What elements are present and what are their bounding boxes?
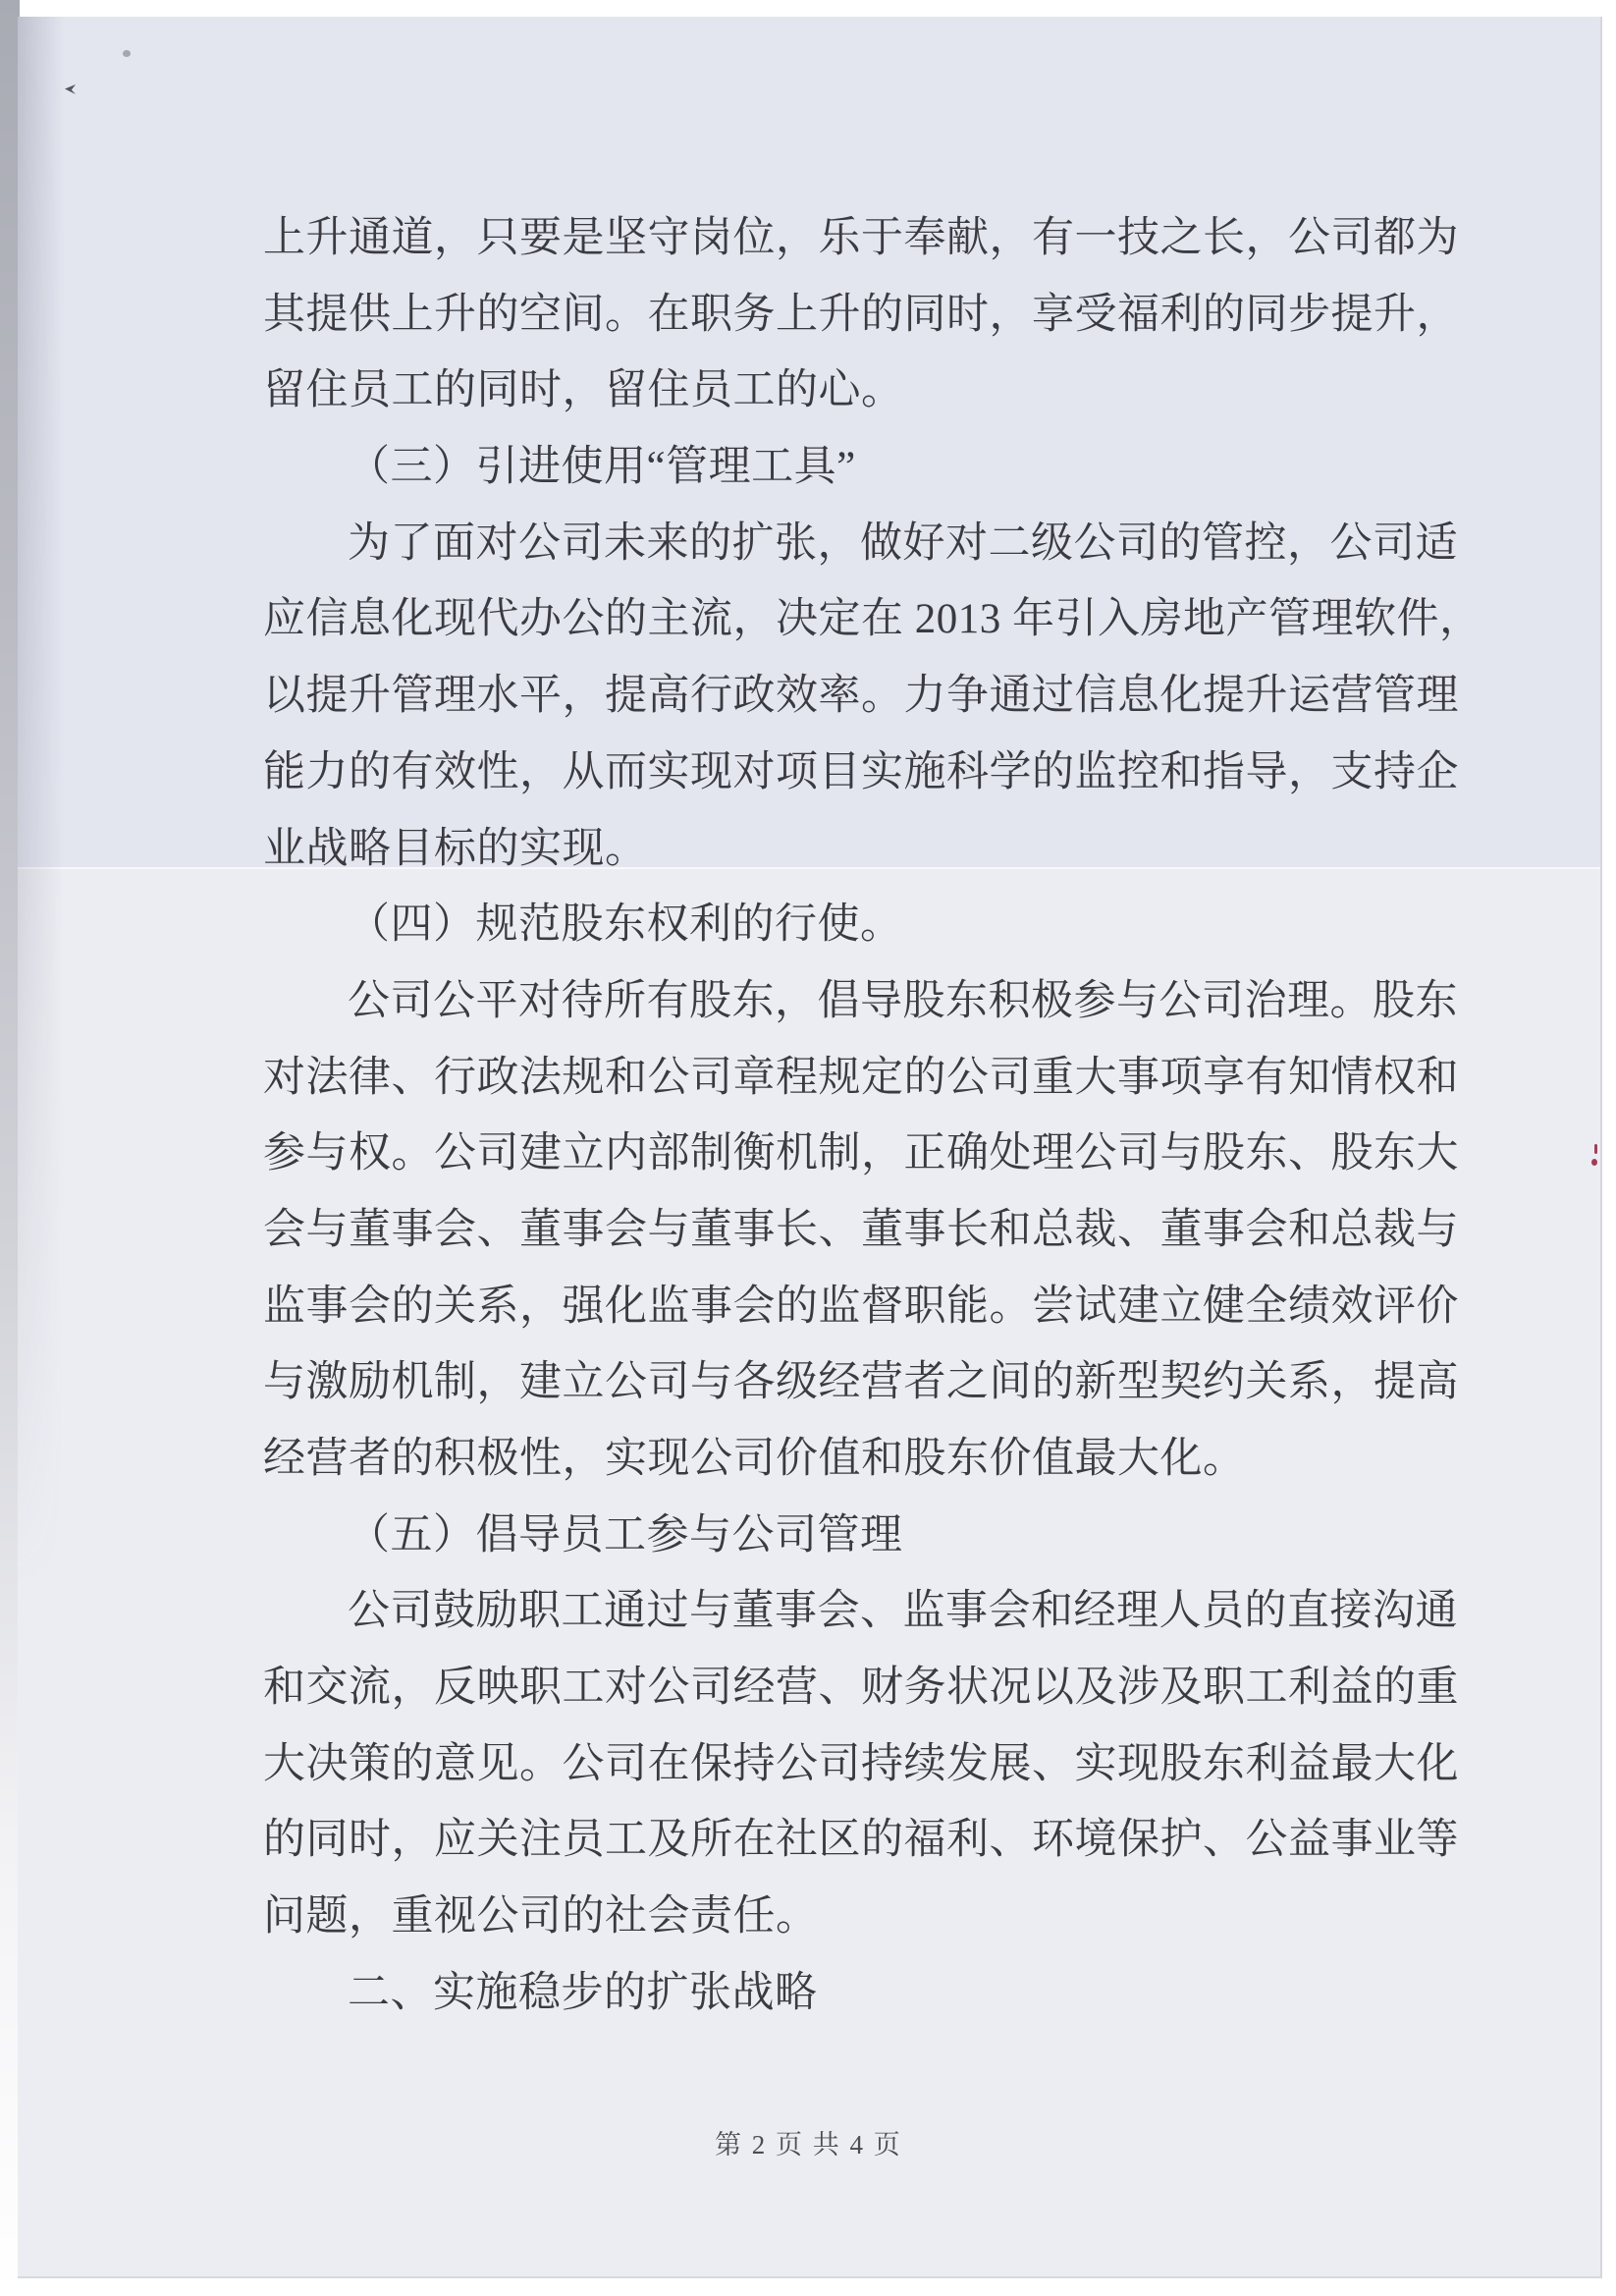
page-number-footer: 第 2 页 共 4 页 xyxy=(715,2130,902,2159)
text-line: 参与权。公司建立内部制衡机制，正确处理公司与股东、股东大 xyxy=(263,1130,1459,1177)
text-line: 业战略目标的实现。 xyxy=(263,825,648,872)
text-line: 公司鼓励职工通过与董事会、监事会和经理人员的直接沟通 xyxy=(348,1588,1458,1635)
red-pen-dot xyxy=(1591,1159,1597,1166)
text-line: 留住员工的同时，留住员工的心。 xyxy=(263,367,904,414)
text-line: 问题，重视公司的社会责任。 xyxy=(263,1893,819,1941)
scan-speck-dot xyxy=(123,50,131,57)
text-line: 会与董事会、董事会与董事长、董事长和总裁、董事会和总裁与 xyxy=(263,1206,1459,1253)
text-line: 监事会的关系，强化监事会的监督职能。尝试建立健全绩效评价 xyxy=(263,1283,1459,1330)
text-column xyxy=(263,200,1482,2032)
red-pen-dash xyxy=(1594,1144,1597,1154)
text-line: 能力的有效性，从而实现对项目实施科学的监控和指导，支持企 xyxy=(263,748,1459,795)
page-left-shade xyxy=(18,17,72,1588)
text-line: 上升通道，只要是坚守岗位，乐于奉献，有一技之长，公司都为 xyxy=(263,215,1459,261)
text-line: 二、实施稳步的扩张战略 xyxy=(348,1969,818,2016)
text-line: 为了面对公司未来的扩张，做好对二级公司的管控，公司适 xyxy=(348,519,1458,567)
text-line: 以提升管理水平，提高行政效率。力争通过信息化提升运营管理 xyxy=(263,673,1459,720)
text-line: 应信息化现代办公的主流，决定在 2013 年引入房地产管理软件， xyxy=(263,596,1482,643)
text-line: 其提供上升的空间。在职务上升的同时，享受福利的同步提升， xyxy=(263,291,1459,338)
text-line: 大决策的意见。公司在保持公司持续发展、实现股东利益最大化 xyxy=(263,1740,1459,1787)
text-line: （三）引进使用“管理工具” xyxy=(348,444,856,491)
text-line: 和交流，反映职工对公司经营、财务状况以及涉及职工利益的重 xyxy=(263,1665,1459,1712)
document-page xyxy=(18,17,1602,2278)
scan-edge-shadow xyxy=(0,0,20,2296)
text-line: 的同时，应关注员工及所在社区的福利、环境保护、公益事业等 xyxy=(263,1817,1459,1864)
text-line: （五）倡导员工参与公司管理 xyxy=(348,1511,903,1558)
text-line: 对法律、行政法规和公司章程规定的公司重大事项享有知情权和 xyxy=(263,1054,1459,1101)
text-line: 经营者的积极性，实现公司价值和股东价值最大化。 xyxy=(263,1436,1246,1482)
text-line: 与激励机制，建立公司与各级经营者之间的新型契约关系，提高 xyxy=(263,1359,1459,1406)
text-line: （四）规范股东权利的行使。 xyxy=(348,902,903,949)
text-line: 公司公平对待所有股东，倡导股东积极参与公司治理。股东 xyxy=(348,977,1458,1024)
